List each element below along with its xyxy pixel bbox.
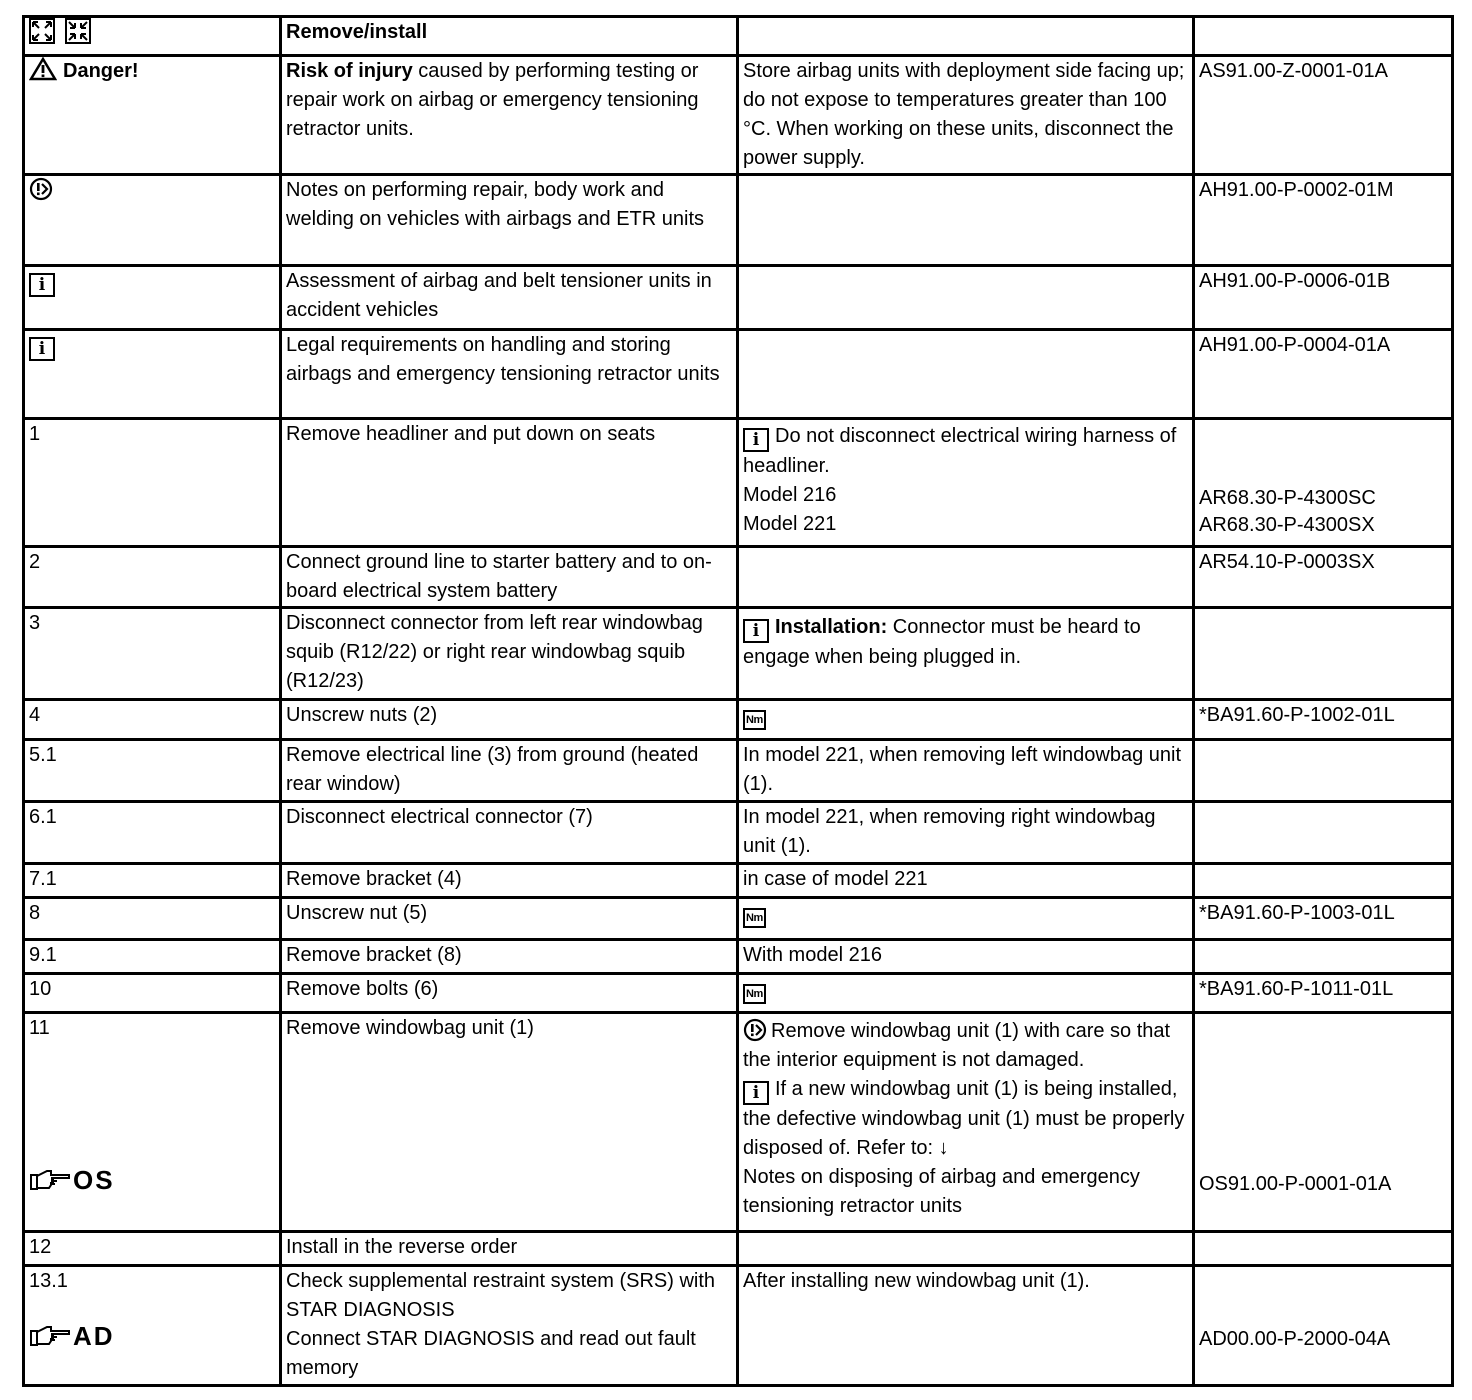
step-number: 13.1 xyxy=(29,1270,68,1292)
note-text: Notes on performing repair, body work and welding on vehicles with airbags and ETR units xyxy=(281,175,738,266)
step-row xyxy=(24,608,1453,700)
step-ref[interactable]: *BA91.60-P-1011-01L xyxy=(1194,974,1453,1013)
step-text: Remove bolts (6) xyxy=(281,974,738,1013)
step-note-bold: Installation: xyxy=(775,616,888,638)
header-empty-note xyxy=(738,17,1194,56)
step-ref[interactable]: AR68.30-P-4300SX xyxy=(1199,514,1375,536)
info-icon: i xyxy=(29,273,55,297)
step-text: Disconnect electrical connector (7) xyxy=(281,802,738,864)
danger-note: Store airbag units with deployment side facing up; do not expose to temperatures greater than 100 °C. When working on these units, disconnect the power supply. xyxy=(738,56,1194,175)
step-number: 6.1 xyxy=(24,802,281,864)
step-row xyxy=(24,898,1453,940)
note-text: Legal requirements on handling and storing airbags and emergency tensioning retractor units xyxy=(281,330,738,419)
step-row xyxy=(24,1232,1453,1266)
step-text-cell xyxy=(281,1266,738,1386)
caution-circle-icon xyxy=(29,177,53,201)
step-note-empty xyxy=(738,547,1194,608)
danger-row xyxy=(24,56,1453,175)
step-row xyxy=(24,974,1453,1013)
step-note: In model 221, when removing right windowbag unit (1). xyxy=(738,802,1194,864)
step-note-cell xyxy=(738,974,1194,1013)
step-number: 1 xyxy=(24,419,281,547)
note-row xyxy=(24,330,1453,419)
step-note: If a new windowbag unit (1) is being installed, the defective windowbag unit (1) must be properly disposed of. Refer to: ↓ xyxy=(743,1078,1185,1159)
step-model: Model 216 xyxy=(743,484,837,506)
step-text: Check supplemental restraint system (SRS) with STAR DIAGNOSIS xyxy=(286,1270,716,1321)
note-icon-cell xyxy=(24,330,281,419)
step-note: Connector must be heard to engage when being plugged in. xyxy=(743,616,1141,668)
step-row xyxy=(24,864,1453,898)
hand-label: AD xyxy=(73,1321,115,1351)
step-row xyxy=(24,802,1453,864)
step-number: 5.1 xyxy=(24,740,281,802)
danger-label: Danger! xyxy=(63,60,139,82)
pointing-hand-icon xyxy=(29,1167,71,1193)
step-note: After installing new windowbag unit (1). xyxy=(738,1266,1194,1386)
step-ref[interactable]: OS91.00-P-0001-01A xyxy=(1199,1173,1392,1195)
step-ref-cell xyxy=(1194,419,1453,547)
step-note-cell xyxy=(738,419,1194,547)
note-ref[interactable]: AH91.00-P-0004-01A xyxy=(1194,330,1453,419)
step-number: 11 xyxy=(29,1017,50,1039)
step-note-cell xyxy=(738,608,1194,700)
info-icon: i xyxy=(29,337,55,361)
danger-ref[interactable]: AS91.00-Z-0001-01A xyxy=(1194,56,1453,175)
step-number: 9.1 xyxy=(24,940,281,974)
step-text: Remove headliner and put down on seats xyxy=(281,419,738,547)
header-row xyxy=(24,17,1453,56)
step-text: Remove windowbag unit (1) xyxy=(281,1013,738,1232)
step-ref-cell xyxy=(1194,1266,1453,1386)
step-ref-empty xyxy=(1194,1232,1453,1266)
step-row xyxy=(24,700,1453,740)
procedure-table xyxy=(22,15,1454,1387)
header-empty-ref xyxy=(1194,17,1453,56)
info-icon: i xyxy=(743,428,769,452)
step-number: 3 xyxy=(24,608,281,700)
step-text: Remove bracket (4) xyxy=(281,864,738,898)
hand-label: OS xyxy=(73,1165,115,1195)
step-number: 4 xyxy=(24,700,281,740)
step-note-cell xyxy=(738,1013,1194,1232)
step-note-cell xyxy=(738,898,1194,940)
step-text: Disconnect connector from left rear windowbag squib (R12/22) or right rear windowbag squib (R12/23) xyxy=(281,608,738,700)
step-note-link[interactable]: Notes on disposing of airbag and emergency tensioning retractor units xyxy=(743,1166,1140,1217)
step-number-cell xyxy=(24,1013,281,1232)
danger-risk-text: caused by performing testing or repair work on airbag or emergency tensioning retractor units. xyxy=(286,60,699,140)
step-ref[interactable]: AR68.30-P-4300SC xyxy=(1199,487,1376,509)
step-ref-empty xyxy=(1194,864,1453,898)
step-text: Connect STAR DIAGNOSIS and read out fault memory xyxy=(286,1328,696,1379)
note-row xyxy=(24,266,1453,330)
torque-nm-icon: Nm xyxy=(743,908,766,928)
header-title: Remove/install xyxy=(281,17,738,56)
os-reference-marker xyxy=(29,1166,115,1198)
note-empty xyxy=(738,330,1194,419)
danger-text-cell xyxy=(281,56,738,175)
danger-label-cell xyxy=(24,56,281,175)
expand-icon[interactable] xyxy=(29,18,55,44)
step-row xyxy=(24,1266,1453,1386)
step-model: Model 221 xyxy=(743,513,837,535)
collapse-icon[interactable] xyxy=(65,18,91,44)
step-note: Remove windowbag unit (1) with care so that the interior equipment is not damaged. xyxy=(743,1020,1171,1071)
step-ref-empty xyxy=(1194,608,1453,700)
torque-nm-icon: Nm xyxy=(743,710,766,730)
note-ref[interactable]: AH91.00-P-0002-01M xyxy=(1194,175,1453,266)
header-icons-cell xyxy=(24,17,281,56)
step-note: Do not disconnect electrical wiring harness of headliner. xyxy=(743,425,1177,477)
ad-reference-marker xyxy=(29,1322,115,1354)
step-ref[interactable]: AD00.00-P-2000-04A xyxy=(1199,1328,1391,1350)
info-icon: i xyxy=(743,1081,769,1105)
caution-circle-icon xyxy=(743,1018,767,1042)
step-note: With model 216 xyxy=(738,940,1194,974)
note-row xyxy=(24,175,1453,266)
step-number: 10 xyxy=(24,974,281,1013)
step-number: 7.1 xyxy=(24,864,281,898)
note-empty xyxy=(738,266,1194,330)
step-row xyxy=(24,419,1453,547)
danger-risk-bold: Risk of injury xyxy=(286,60,413,82)
note-text: Assessment of airbag and belt tensioner units in accident vehicles xyxy=(281,266,738,330)
note-icon-cell xyxy=(24,266,281,330)
step-note: in case of model 221 xyxy=(738,864,1194,898)
step-ref-empty xyxy=(1194,740,1453,802)
step-text: Unscrew nut (5) xyxy=(281,898,738,940)
step-text: Unscrew nuts (2) xyxy=(281,700,738,740)
step-note-empty xyxy=(738,1232,1194,1266)
pointing-hand-icon xyxy=(29,1323,71,1349)
torque-nm-icon: Nm xyxy=(743,984,766,1004)
info-icon: i xyxy=(743,619,769,643)
step-ref-cell xyxy=(1194,1013,1453,1232)
note-ref[interactable]: AH91.00-P-0006-01B xyxy=(1194,266,1453,330)
step-ref-empty xyxy=(1194,802,1453,864)
step-row xyxy=(24,940,1453,974)
note-empty xyxy=(738,175,1194,266)
step-number: 12 xyxy=(24,1232,281,1266)
step-number: 2 xyxy=(24,547,281,608)
step-ref[interactable]: *BA91.60-P-1003-01L xyxy=(1194,898,1453,940)
warning-triangle-icon xyxy=(29,57,57,81)
step-row xyxy=(24,740,1453,802)
step-number: 8 xyxy=(24,898,281,940)
note-icon-cell xyxy=(24,175,281,266)
step-ref[interactable]: *BA91.60-P-1002-01L xyxy=(1194,700,1453,740)
step-ref[interactable]: AR54.10-P-0003SX xyxy=(1194,547,1453,608)
step-text: Remove bracket (8) xyxy=(281,940,738,974)
step-note-cell xyxy=(738,700,1194,740)
step-text: Connect ground line to starter battery and to on-board electrical system battery xyxy=(281,547,738,608)
step-text: Install in the reverse order xyxy=(281,1232,738,1266)
step-note: In model 221, when removing left windowbag unit (1). xyxy=(738,740,1194,802)
step-row xyxy=(24,1013,1453,1232)
step-ref-empty xyxy=(1194,940,1453,974)
step-text: Remove electrical line (3) from ground (heated rear window) xyxy=(281,740,738,802)
step-number-cell xyxy=(24,1266,281,1386)
step-row xyxy=(24,547,1453,608)
